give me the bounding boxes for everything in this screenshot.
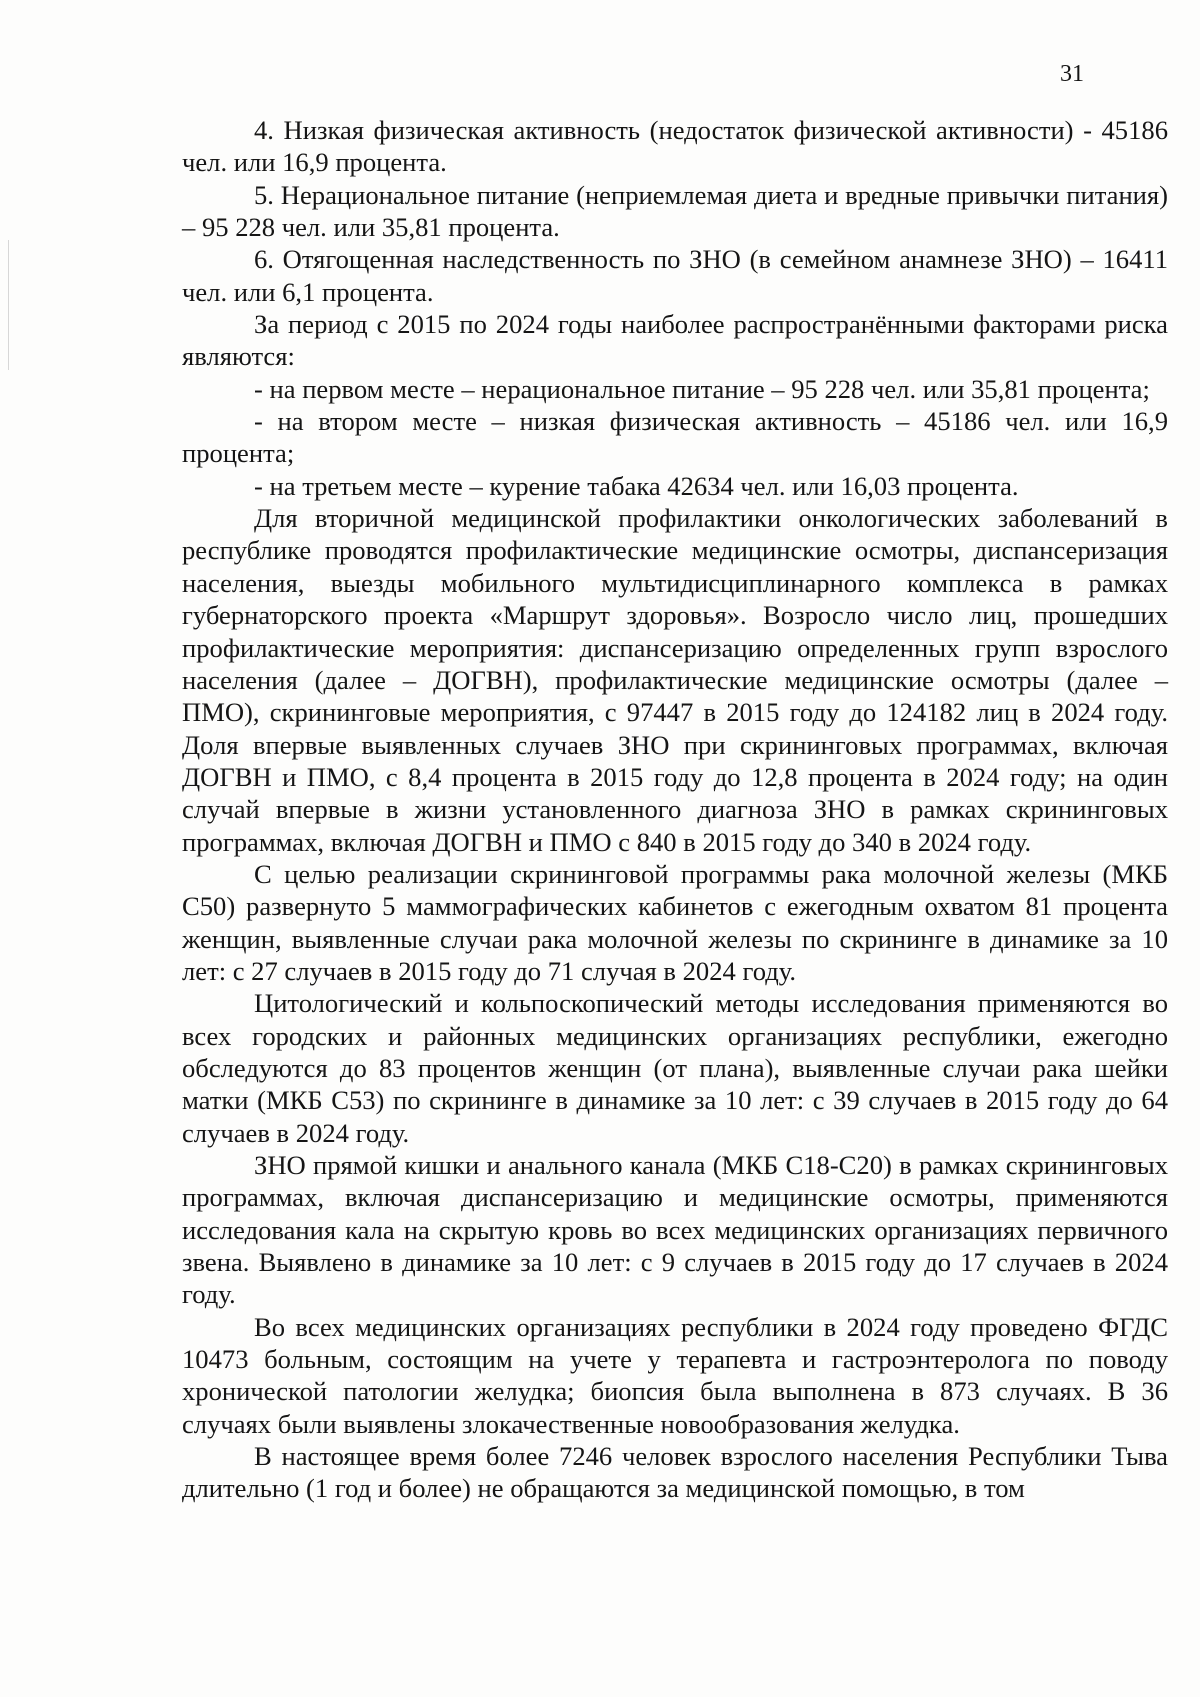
paragraph-low-physical-activity: 4. Низкая физическая активность (недостаток физической активности) - 45186 чел. или 16,9 процента. [182,115,1168,178]
paragraph-secondary-prevention: Для вторичной медицинской профилактики онкологических заболеваний в республике проводятся профилактические медицинские осмотры, диспансеризация населения, выезды мобильного мультидисциплинарного комплекса в рамках губернаторского проекта «Маршрут здоровья». Возросло число лиц, прошедших профилактические мероприятия: диспансеризацию определенных групп взрослого населения (далее – ДОГВН), профилактические медицинские осмотры (далее – ПМО), скрининговые мероприятия, с 97447 в 2015 году до 124182 лиц в 2024 году. Доля впервые выявленных случаев ЗНО при скрининговых программах, включая ДОГВН и ПМО, с 8,4 процента в 2015 году до 12,8 процента в 2024 году; на один случай впервые в жизни установленного диагноза ЗНО в рамках скрининговых программах, включая ДОГВН и ПМО с 840 в 2015 году до 340 в 2024 году. [182,503,1168,857]
paragraph-breast-cancer-screening: С целью реализации скрининговой программы рака молочной железы (МКБ С50) развернуто 5 маммографических кабинетов с ежегодным охватом 81 процента женщин, выявленные случаи рака молочной железы по скринингe в динамике за 10 лет: с 27 случаев в 2015 году до 71 случая в 2024 году. [182,858,1168,986]
list-item-second-place: - на втором месте – низкая физическая активность – 45186 чел. или 16,9 процента; [182,406,1168,469]
paragraph-cervical-cancer-screening: Цитологический и кольпоскопический методы исследования применяются во всех городских и районных медицинских организациях республики, ежегодно обследуются до 83 процентов женщин (от плана), выявленные случаи рака шейки матки (МКБ С53) по скринингe в динамике за 10 лет: с 39 случаев в 2015 году до 64 случаев в 2024 году. [182,988,1168,1148]
list-item-first-place: - на первом месте – нерациональное питание – 95 228 чел. или 35,81 процента; [254,373,1150,404]
paragraph-risk-factors-intro: За период с 2015 по 2024 годы наиболее распространёнными факторами риска являются: [182,309,1168,372]
document-body [182,114,1168,1505]
paragraph-non-attendance: В настоящее время более 7246 человек взрослого населения Республики Тыва длительно (1 год и более) не обращаются за медицинской помощью, в том [182,1441,1168,1504]
page-number: 31 [1060,61,1084,87]
paragraph-hereditary-burden: 6. Отягощенная наследственность по ЗНО (в семейном анамнезе ЗНО) – 16411 чел. или 6,1 процента. [182,244,1168,307]
paragraph-colorectal-screening: ЗНО прямой кишки и анального канала (МКБ С18-С20) в рамках скрининговых программах, включая диспансеризацию и медицинские осмотры, применяются исследования кала на скрытую кровь во всех медицинских организациях первичного звена. Выявлено в динамике за 10 лет: с 9 случаев в 2015 году до 17 случаев в 2024 году. [182,1150,1168,1310]
paragraph-gastric-screening: Во всех медицинских организациях республики в 2024 году проведено ФГДС 10473 больным, состоящим на учете у терапевта и гастроэнтеролога по поводу хронической патологии желудка; биопсия была выполнена в 873 случаях. В 36 случаях были выявлены злокачественные новообразования желудка. [182,1311,1168,1439]
list-item-third-place: - на третьем месте – курение табака 42634 чел. или 16,03 процента. [254,470,1019,501]
paragraph-irrational-nutrition: 5. Нерациональное питание (неприемлемая диета и вредные привычки питания) – 95 228 чел. или 35,81 процента. [182,179,1168,243]
scan-edge-mark [8,240,9,370]
